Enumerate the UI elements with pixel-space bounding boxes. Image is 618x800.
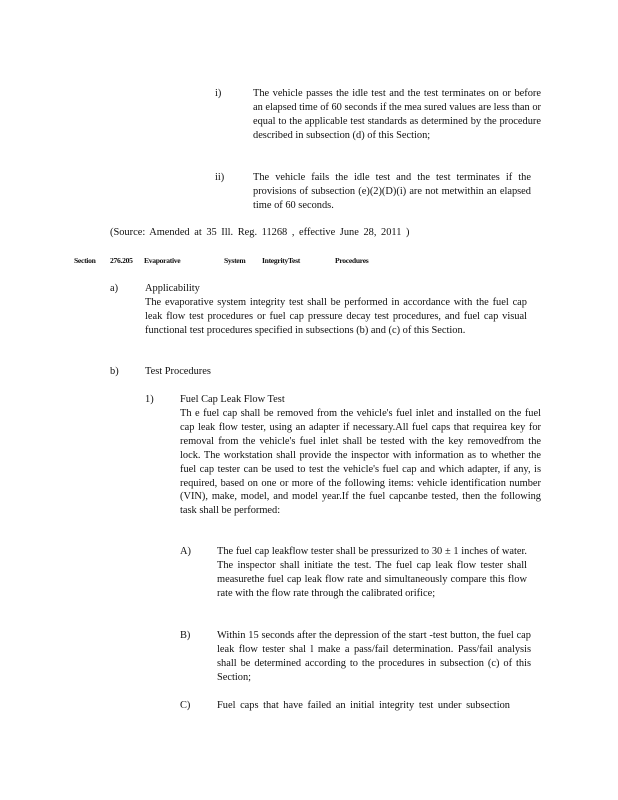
step-c-text: Fuel caps that have failed an initial integrity test under subsection xyxy=(217,700,510,711)
step-a-text: The fuel cap leakflow tester shall be pressurized to 30 ± 1 inches of water. The inspector shall initiate the test. The fuel cap leak flow tester shall measurethe fuel cap leak flow rate and simultaneously compare this flow rate with the flow rate through the calibrated orifice; xyxy=(217,546,527,599)
subsection-a-marker: a) xyxy=(110,283,119,294)
section-title-part-1: Evaporative xyxy=(144,256,181,265)
step-b-marker: B) xyxy=(180,630,191,641)
section-label: Section xyxy=(74,256,96,265)
item-i-marker: i) xyxy=(215,88,222,99)
subsection-a-heading: Applicability xyxy=(145,283,200,294)
item-ii-marker: ii) xyxy=(215,172,225,183)
subsection-a-text: The evaporative system integrity test shall be performed in accordance with the fuel cap leak flow test procedures or fuel cap pressure decay test procedures, and fuel cap visual functional test procedures specified in subsections (b) and (c) of this Section. xyxy=(145,297,527,336)
subsection-b-heading: Test Procedures xyxy=(145,366,211,377)
step-a-marker: A) xyxy=(180,546,191,557)
subsection-b-marker: b) xyxy=(110,366,119,377)
item-1-marker: 1) xyxy=(145,394,154,405)
item-1-text: Th e fuel cap shall be removed from the vehicle's fuel inlet and installed on the fuel cap leak flow tester, using an adapter if necessary.All fuel caps that requirea key for removal from the vehicle's fuel inlet shall be tested with the key removedfrom the lock. The workstation shall provide the inspector with information as to whether the fuel cap tester can be used to test the vehicle's fuel cap and which adapter, if any, is required, based on one or more of the following items: vehicle identification number (VIN), make, model, and model year.If the fuel capcanbe tested, then the following task shall be performed: xyxy=(180,408,541,517)
step-c-marker: C) xyxy=(180,700,191,711)
item-ii-text: The vehicle fails the idle test and the test terminates if the provisions of subsection (e)(2)(D)(i) are not metwithin an elapsed time of 60 seconds. xyxy=(253,172,531,211)
section-title-part-4: Procedures xyxy=(335,256,369,265)
section-title-part-2: System xyxy=(224,256,246,265)
section-number: 276.205 xyxy=(110,256,133,265)
item-i-text: The vehicle passes the idle test and the test terminates on or before an elapsed time of 60 seconds if the mea sured values are less than or equal to the applicable test standards as determined by the procedure described in subsection (d) of this Section; xyxy=(253,88,541,141)
section-title-part-3: IntegrityTest xyxy=(262,256,301,265)
item-1-heading: Fuel Cap Leak Flow Test xyxy=(180,394,285,405)
source-note: (Source: Amended at 35 Ill. Reg. 11268 , effective June 28, 2011 ) xyxy=(110,227,410,238)
step-b-text: Within 15 seconds after the depression of the start -test button, the fuel cap leak flow tester shal l make a pass/fail determination. Pass/fail analysis shall be determined according to the procedures in subsection (c) of this Section; xyxy=(217,630,531,683)
